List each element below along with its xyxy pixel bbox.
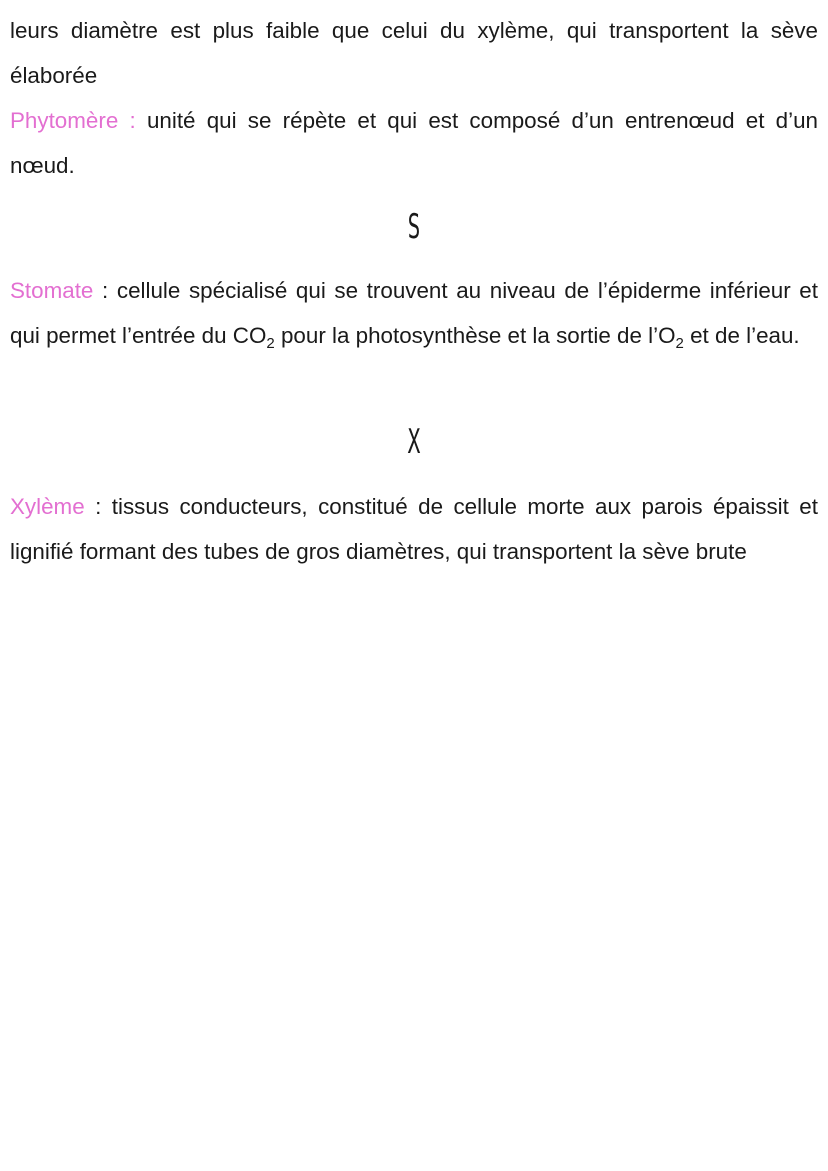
phytomere-definition: unité qui se répète et qui est composé d’un entrenœud et d’un nœud.: [10, 108, 818, 178]
stomate-colon: :: [102, 278, 109, 303]
stomate-term: Stomate: [10, 278, 94, 303]
xyleme-entry: [10, 484, 818, 574]
xyleme-definition: tissus conducteurs, constitué de cellule morte aux parois épaissit et lignifié formant des tubes de gros diamètres, qui transportent la sève brute: [10, 494, 818, 564]
xyleme-colon: :: [95, 494, 102, 519]
stomate-definition-part1: cellule spécialisé qui se trouvent au niveau de l’épiderme inférieur et qui permet l’entrée du CO: [10, 278, 818, 348]
stomate-subscript-2: 2: [675, 335, 684, 352]
stomate-definition-part3: et de l’eau.: [690, 323, 800, 348]
stomate-entry: [10, 268, 818, 358]
continuation-paragraph: [10, 8, 818, 98]
stomate-subscript-1: 2: [266, 335, 275, 352]
section-letter-s: S: [407, 207, 421, 247]
phytomere-entry: [10, 98, 818, 188]
stomate-definition-part2: pour la photosynthèse et la sortie de l’O: [280, 323, 676, 348]
phytomere-term: Phytomère :: [10, 108, 136, 133]
section-letter-x: X: [407, 422, 421, 462]
continuation-text: leurs diamètre est plus faible que celui du xylème, qui transportent la sève élaborée: [10, 18, 818, 88]
xyleme-term: Xylème: [10, 494, 85, 519]
